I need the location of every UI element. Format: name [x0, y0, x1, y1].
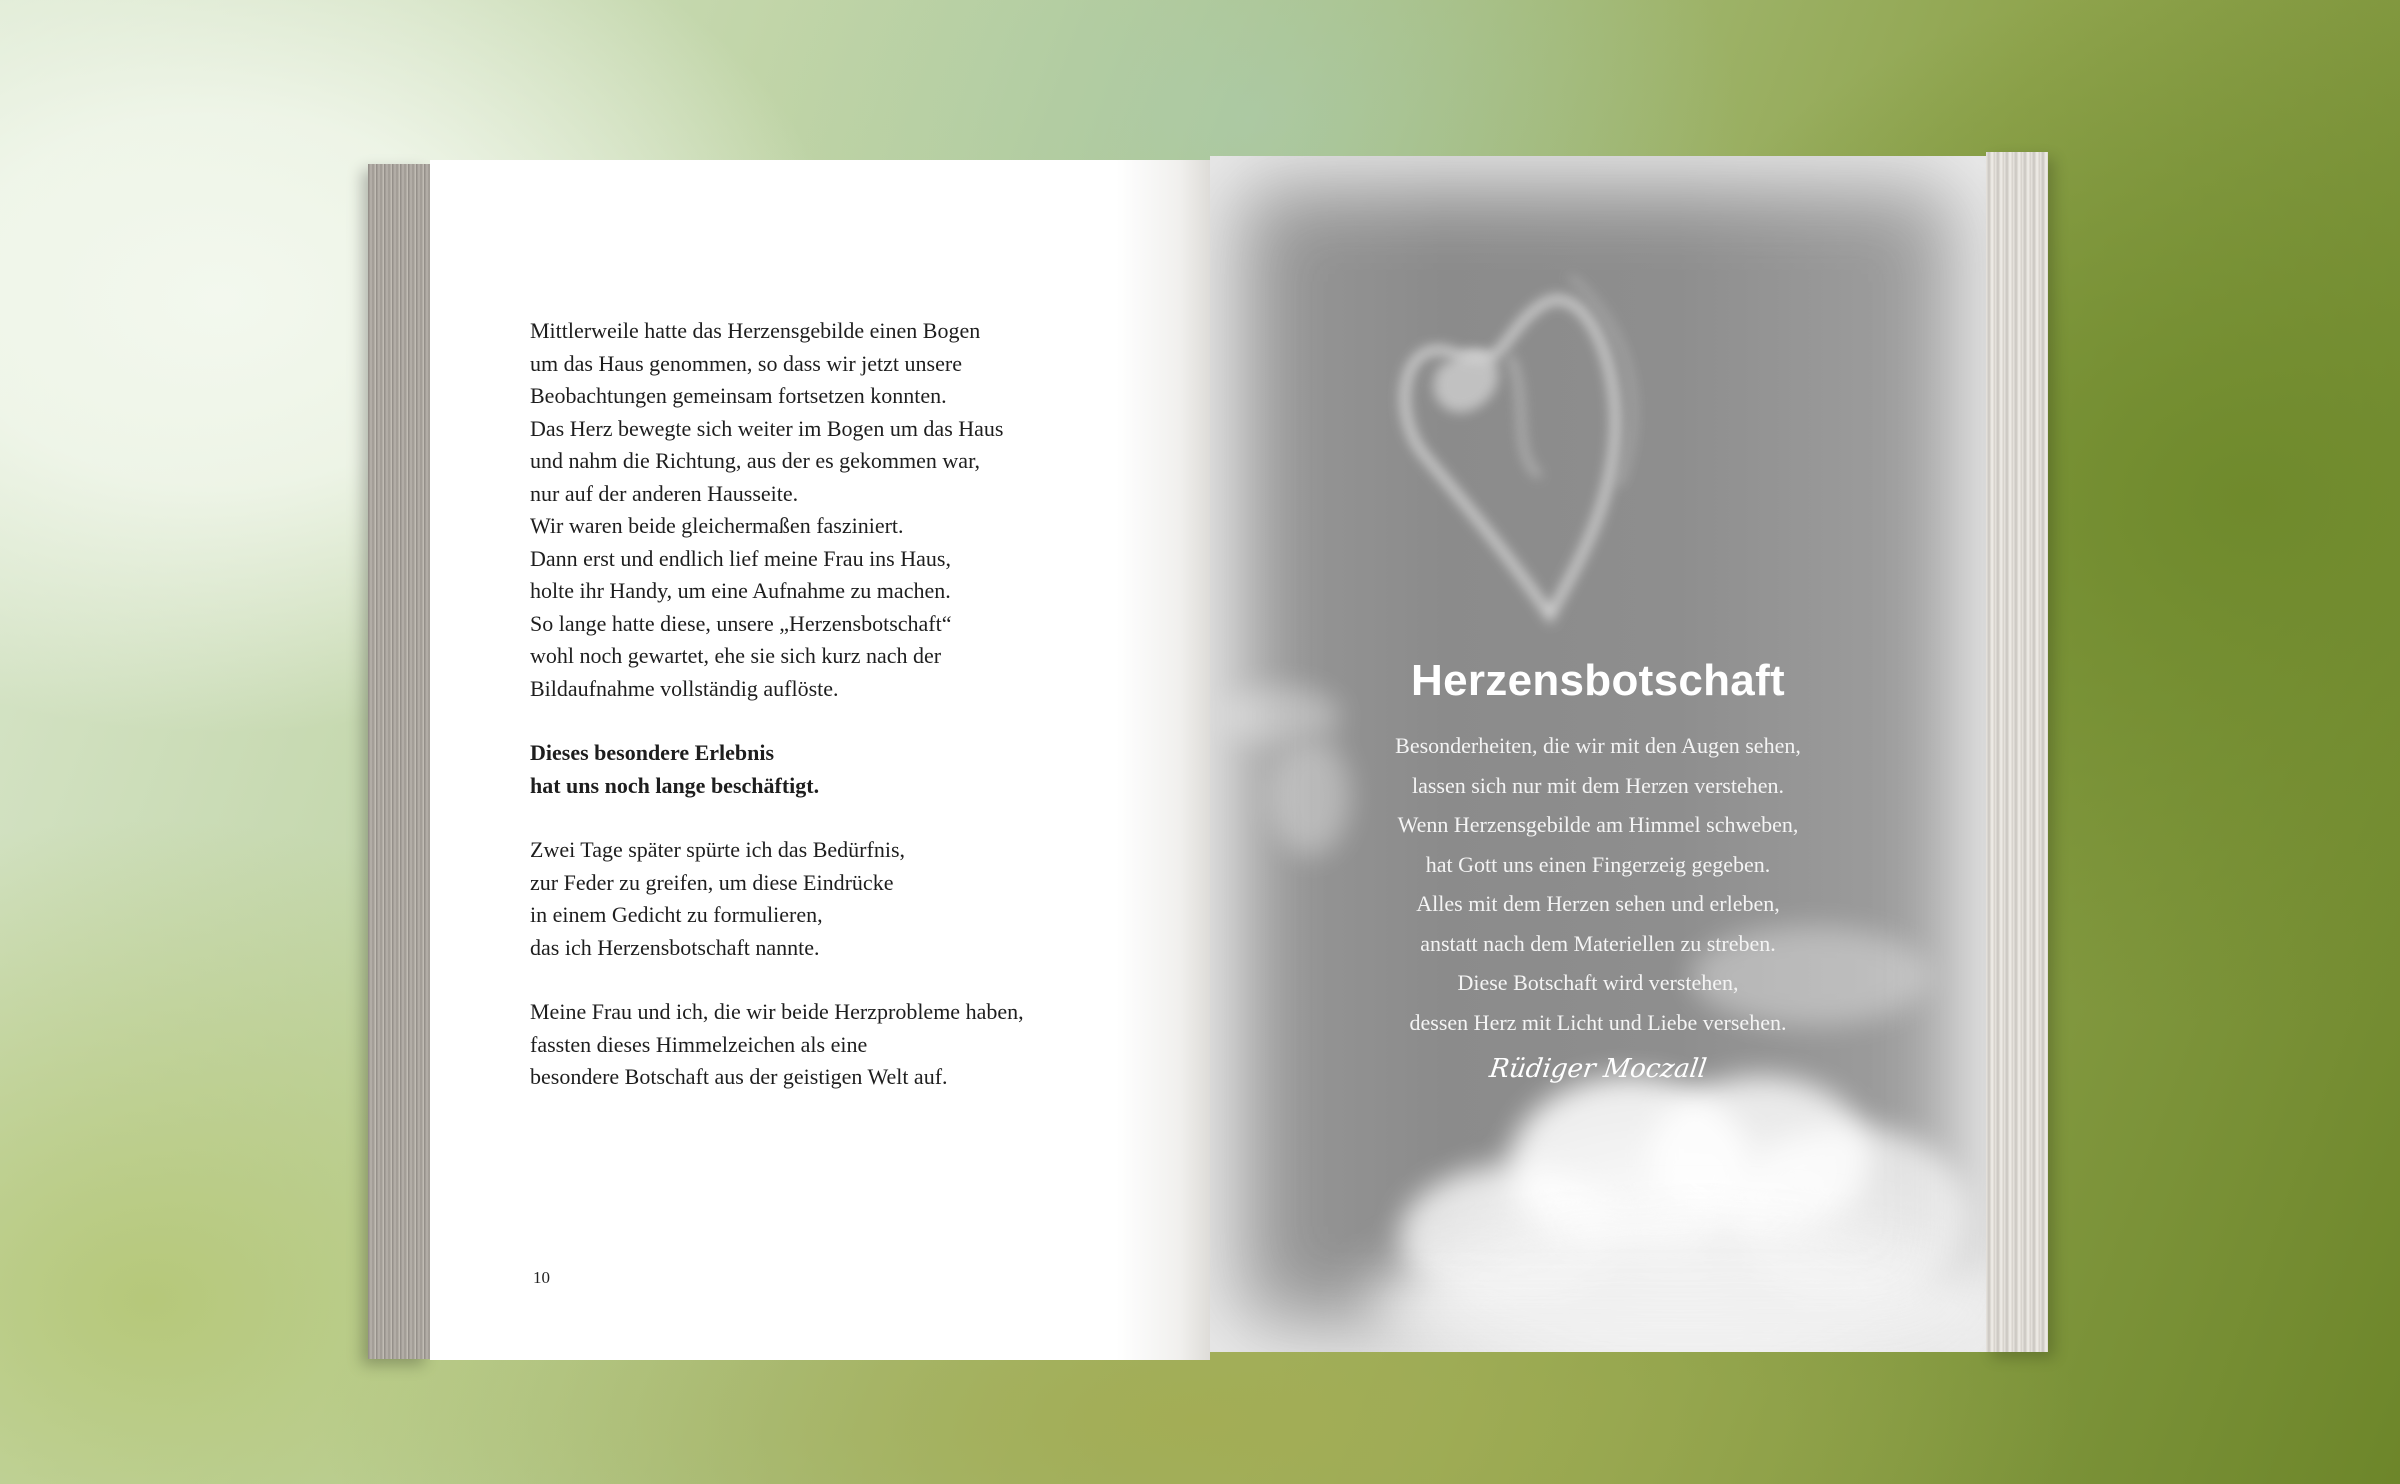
poem-line: lassen sich nur mit dem Herzen verstehen. — [1411, 772, 1785, 798]
text-line: holte ihr Handy, um eine Aufnahme zu machen. — [530, 578, 951, 603]
paragraph-4 — [530, 996, 1170, 1094]
page-number: 10 — [533, 1268, 550, 1287]
poem-title: Herzensbotschaft — [1411, 656, 1785, 705]
text-line: Dieses besondere Erlebnis — [530, 740, 775, 765]
left-page — [430, 160, 1210, 1360]
heart-cloud — [1405, 276, 1634, 616]
text-line: um das Haus genommen, so dass wir jetzt unsere — [530, 350, 962, 376]
text-line: nur auf der anderen Hausseite. — [530, 480, 799, 506]
cumulus-clouds — [1370, 1076, 1986, 1352]
text-line: fassten dieses Himmelzeichen als eine — [530, 1031, 868, 1057]
left-page-block-edge — [368, 164, 430, 1359]
text-line: Dann erst und endlich lief meine Frau ins Haus, — [530, 545, 951, 571]
poem-line: dessen Herz mit Licht und Liebe versehen. — [1409, 1009, 1787, 1035]
poem-line: Wenn Herzensgebilde am Himmel schweben, — [1397, 812, 1799, 837]
text-line: zur Feder zu greifen, um diese Eindrücke — [530, 869, 894, 895]
text-line: Mittlerweile hatte das Herzensgebilde einen Bogen — [530, 318, 981, 343]
text-line: besondere Botschaft aus der geistigen Welt auf. — [530, 1064, 948, 1089]
text-line: So lange hatte diese, unsere „Herzensbotschaft“ — [530, 610, 952, 636]
poem-lines — [1210, 726, 1986, 1042]
left-page-text — [530, 315, 1170, 1126]
paragraph-2-bold — [530, 737, 1170, 802]
poem-block — [1210, 656, 1986, 1084]
text-line: Meine Frau und ich, die wir beide Herzprobleme haben, — [530, 999, 1024, 1024]
poem-line: hat Gott uns einen Fingerzeig gegeben. — [1425, 851, 1771, 877]
text-line: wohl noch gewartet, ehe sie sich kurz nach der — [530, 643, 942, 668]
right-page — [1210, 156, 1986, 1352]
text-line: Wir waren beide gleichermaßen fasziniert. — [530, 513, 904, 538]
paragraph-1 — [530, 315, 1170, 705]
poem-line: anstatt nach dem Materiellen zu streben. — [1420, 930, 1776, 956]
text-line: das ich Herzensbotschaft nannte. — [530, 934, 820, 960]
text-line: und nahm die Richtung, aus der es gekommen war, — [530, 448, 981, 473]
text-line: Beobachtungen gemeinsam fortsetzen konnten. — [530, 383, 947, 408]
text-line: Zwei Tage später spürte ich das Bedürfnis, — [530, 837, 905, 862]
text-line: in einem Gedicht zu formulieren, — [530, 902, 823, 927]
text-line: Das Herz bewegte sich weiter im Bogen um das Haus — [530, 415, 1004, 441]
text-line: Bildaufnahme vollständig auflöste. — [530, 675, 839, 701]
poem-line: Alles mit dem Herzen sehen und erleben, — [1416, 891, 1780, 916]
poem-line: Diese Botschaft wird verstehen, — [1457, 970, 1739, 995]
poem-line: Besonderheiten, die wir mit den Augen sehen, — [1395, 733, 1801, 758]
paragraph-3 — [530, 834, 1170, 964]
right-page-block-edge — [1986, 152, 2048, 1352]
author-signature: Rüdiger Moczall — [1487, 1054, 1709, 1084]
open-book — [368, 152, 2048, 1362]
text-line: hat uns noch lange beschäftigt. — [530, 772, 820, 798]
